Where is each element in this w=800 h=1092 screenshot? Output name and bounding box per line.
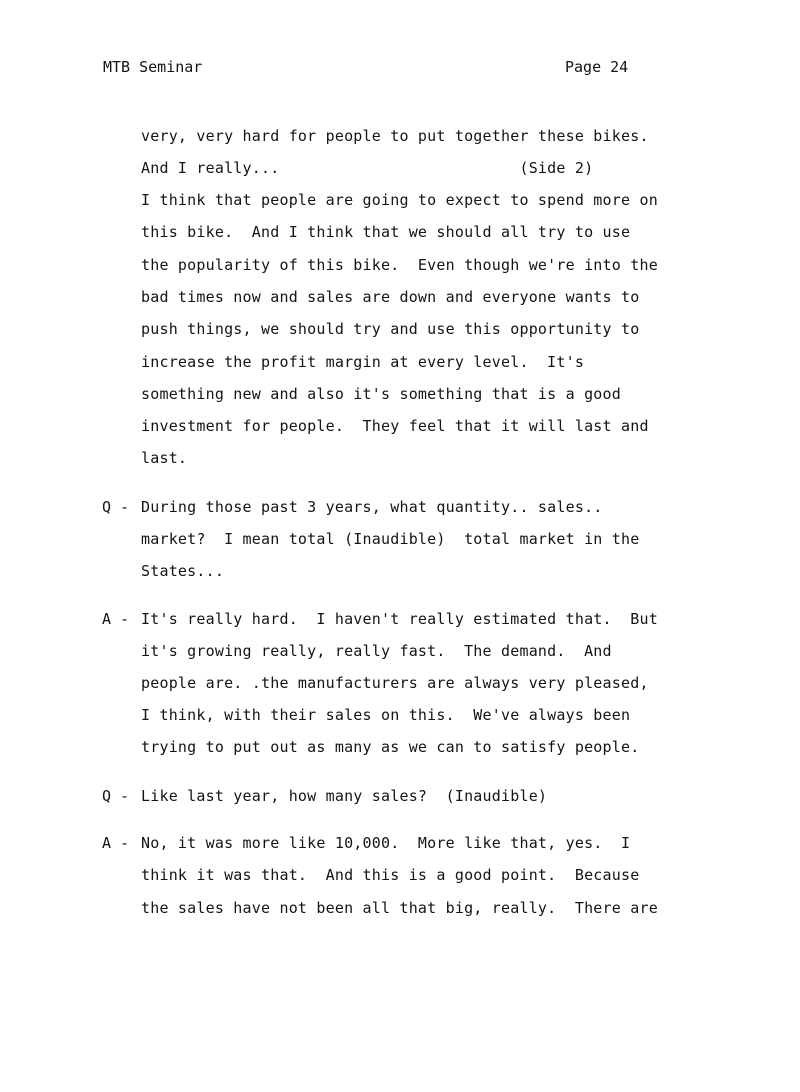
text-line: No, it was more like 10,000. More like that, yes. I — [141, 834, 631, 852]
text-line: very, very hard for people to put together these bikes. — [141, 127, 649, 145]
text-line: something new and also it's something that is a good — [141, 385, 621, 403]
speaker-q: Q - — [102, 498, 130, 516]
text-line: last. — [141, 449, 188, 467]
text-line: people are. .the manufacturers are always very pleased, — [141, 674, 649, 692]
speaker-a: A - — [102, 610, 130, 628]
speaker-q: Q - — [102, 787, 130, 805]
text-line: I think that people are going to expect to spend more on — [141, 191, 658, 209]
text-line: I think, with their sales on this. We've always been — [141, 706, 631, 724]
text-line: trying to put out as many as we can to satisfy people. — [141, 738, 640, 756]
text-line: States... — [141, 562, 225, 580]
text-line: push things, we should try and use this opportunity to — [141, 320, 640, 338]
text-line: During those past 3 years, what quantity.. sales.. — [141, 498, 603, 516]
text-line: it's growing really, really fast. The demand. And — [141, 642, 612, 660]
text-line: the popularity of this bike. Even though we're into the — [141, 256, 658, 274]
text-line: It's really hard. I haven't really estimated that. But — [141, 610, 658, 628]
text-line: market? I mean total (Inaudible) total market in the — [141, 530, 640, 548]
document-title: MTB Seminar — [103, 58, 203, 76]
text-line: Like last year, how many sales? (Inaudible) — [141, 787, 548, 805]
text-line: investment for people. They feel that it will last and — [141, 417, 649, 435]
speaker-a: A - — [102, 834, 130, 852]
text-line: think it was that. And this is a good point. Because — [141, 866, 640, 884]
text-line: bad times now and sales are down and everyone wants to — [141, 288, 640, 306]
text-line: increase the profit margin at every level. It's — [141, 353, 585, 371]
text-line: this bike. And I think that we should all try to use — [141, 223, 631, 241]
page-number: Page 24 — [565, 58, 629, 76]
text-line: And I really... (Side 2) — [141, 159, 594, 177]
text-line: the sales have not been all that big, really. There are — [141, 899, 658, 917]
